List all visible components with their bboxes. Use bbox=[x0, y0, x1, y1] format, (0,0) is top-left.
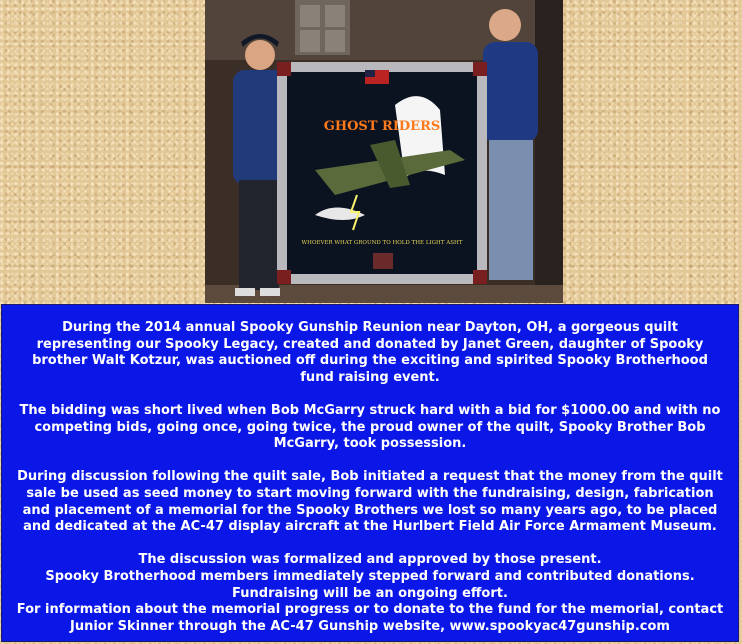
quilt-title-text: GHOST RIDERS bbox=[323, 119, 441, 134]
caption-paragraph-1: During the 2014 annual Spooky Gunship Reunion near Dayton, OH, a gorgeous quilt representing our Spooky Legacy, created and donated by Janet Green, daughter of Spooky brother Walt Kotzur, was auctioned off during the exciting and spirited Spooky Brotherhood fund raising event. bbox=[32, 320, 708, 385]
caption-line-1: The discussion was formalized and approved by those present. bbox=[138, 552, 602, 568]
quilt-motto-text: WHOEVER WHAT GROUND TO HOLD THE LIGHT ASHT bbox=[301, 240, 463, 246]
caption-line-2: Spooky Brotherhood members immediately stepped forward and contributed donations. bbox=[45, 568, 695, 584]
quilt-photo-illustration bbox=[205, 0, 563, 303]
caption-panel bbox=[1, 304, 739, 642]
caption-paragraph-3: During discussion following the quilt sale, Bob initiated a request that the money from the quilt sale be used as seed money to start moving forward with the fundraising, design, fabrication and placement of a memorial for the Spooky Brothers we lost so many years ago, to be placed and dedicated at the AC-47 display aircraft at the Hurlbert Field Air Force Armament Museum. bbox=[17, 469, 723, 535]
quilt-photo bbox=[205, 0, 563, 303]
caption-line-3: Fundraising will be an ongoing effort. bbox=[232, 585, 508, 601]
caption-paragraph-2: The bidding was short lived when Bob McGarry struck hard with a bid for $1000.00 and with no competing bids, going once, going twice, the proud owner of the quilt, Spooky Brother Bob McGarry, took possession. bbox=[19, 402, 721, 452]
caption-line-4: For information about the memorial progress or to donate to the fund for the memorial, contact Junior Skinner through the AC-47 Gunship website, www.spookyac47gunship.com bbox=[16, 602, 724, 634]
